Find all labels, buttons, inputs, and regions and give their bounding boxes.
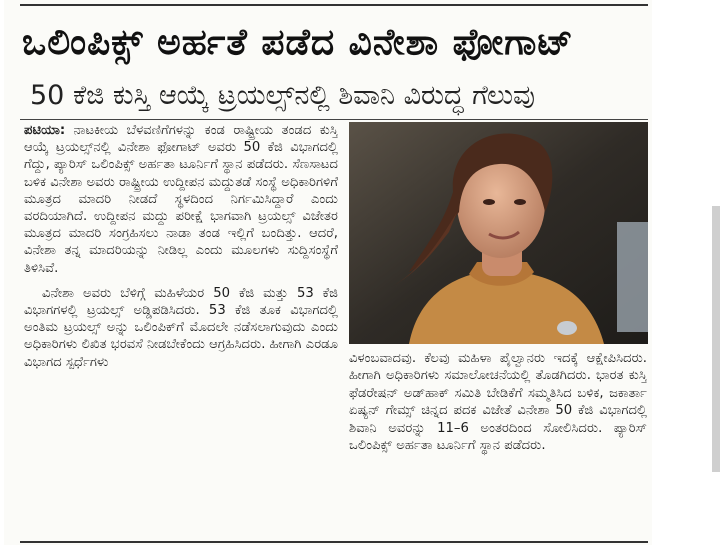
- right-column: ವಿಳಂಬವಾದವು. ಕೆಲವು ಮಹಿಳಾ ಪೈಲ್ವಾನರು ಇದಕ್ಕೆ ಆಕ್ಷೇಪಿಸಿದರು. ಹೀಗಾಗಿ ಅಧಿಕಾರಿಗಳು ಸಮಾಲೋಚನೆಯಲ್ಲಿ ತೊಡಗಿದರು. ಭಾರತ ಕುಸ್ತಿ ಫೆಡರೇಷನ್ ಅಡ್‌ಹಾಕ್ ಸಮಿತಿ ಬೇಡಿಕೆಗೆ ಸಮ್ಮತಿಸಿದ ಬಳಿಕ, ಜಕಾರ್ತಾ ಏಷ್ಯನ್ ಗೇಮ್ಸ್ ಚಿನ್ನದ ಪದಕ ವಿಜೇತೆ ವಿನೇಶಾ 50 ಕೆಜಿ ವಿಭಾಗದಲ್ಲಿ ಶಿವಾನಿ ಅವರನ್ನು 11–6 ಅಂತರದಿಂದ ಸೋಲಿಸಿದರು. ಪ್ಯಾರಿಸ್ ಒಲಿಂಪಿಕ್ಸ್ ಅರ್ಹತಾ ಟೂರ್ನಿಗೆ ಸ್ಥಾನ ಪಡೆದರು.: [349, 351, 647, 454]
- headline-divider: [20, 119, 648, 120]
- paragraph-2: ವಿನೇಶಾ ಅವರು ಬೆಳಿಗ್ಗೆ ಮಹಿಳೆಯರ 50 ಕೆಜಿ ಮತ್ತು 53 ಕೆಜಿ ವಿಭಾಗಗಳಲ್ಲಿ ಟ್ರಯಲ್ಸ್ ಅಡ್ಡಿಪಡಿಸಿದರು. 53 ಕೆಜಿ ತೂಕ ವಿಭಾಗದಲ್ಲಿ ಅಂತಿಮ ಟ್ರಯಲ್ಸ್ ಅನ್ನು ಒಲಿಂಪಿಕ್‌ಗೆ ಮೊದಲೇ ನಡೆಸಲಾಗುವುದು ಎಂದು ಅಧಿಕಾರಿಗಳು ಲಿಖಿತ ಭರವಸೆ ನೀಡಬೇಕೆಂದು ಆಗ್ರಹಿಸಿದರು. ಹೀಗಾಗಿ ಎರಡೂ ವಿಭಾಗದ ಸ್ಪರ್ಧೆಗಳು: [24, 285, 338, 370]
- headline: ಒಲಿಂಪಿಕ್ಸ್ ಅರ್ಹತೆ ಪಡೆದ ವಿನೇಶಾ ಫೋಗಾಟ್: [22, 22, 574, 63]
- news-photo: [349, 122, 648, 344]
- bottom-rule: [20, 541, 648, 543]
- subheadline: 50 ಕೆಜಿ ಕುಸ್ತಿ ಆಯ್ಕೆ ಟ್ರಯಲ್ಸ್‌ನಲ್ಲಿ ಶಿವಾನಿ ವಿರುದ್ಧ ಗೆಲುವು: [30, 80, 536, 111]
- wrestler-photo-illustration: [349, 122, 648, 344]
- left-column: [24, 122, 338, 532]
- scrollbar-track: [712, 206, 720, 472]
- paragraph-1-text: ನಾಟಕೀಯ ಬೆಳವಣಿಗೆಗಳನ್ನು ಕಂಡ ರಾಷ್ಟ್ರೀಯ ತಂಡದ ಕುಸ್ತಿ ಆಯ್ಕೆ ಟ್ರಯಲ್ಸ್‌ನಲ್ಲಿ ವಿನೇಶಾ ಫೋಗಾಟ್ ಅವರು 50 ಕೆಜಿ ವಿಭಾಗದಲ್ಲಿ ಗೆದ್ದು, ಪ್ಯಾರಿಸ್ ಒಲಿಂಪಿಕ್ಸ್ ಅರ್ಹತಾ ಟೂರ್ನಿಗೆ ಸ್ಥಾನ ಪಡೆದರು. ಸೆಣಸಾಟದ ಬಳಿಕ ವಿನೇಶಾ ಅವರು ರಾಷ್ಟ್ರೀಯ ಉದ್ದೀಪನ ಮದ್ದುತಡೆ ಸಂಸ್ಥೆ ಅಧಿಕಾರಿಗಳಿಗೆ ಮೂತ್ರದ ಮಾದರಿ ನೀಡದೆ ಸ್ಥಳದಿಂದ ನಿರ್ಗಮಿಸಿದ್ದಾರೆ ಎಂದು ವರದಿಯಾಗಿದೆ. ಉದ್ದೀಪನ ಮದ್ದು ಪರೀಕ್ಷೆ ಭಾಗವಾಗಿ ಟ್ರಯಲ್ಸ್ ವಿಜೇತರ ಮೂತ್ರದ ಮಾದರಿ ಸಂಗ್ರಹಿಸಲು ನಾಡಾ ತಂಡ ಇಲ್ಲಿಗೆ ಬಂದಿತ್ತು. ಆದರೆ, ವಿನೇಶಾ ತನ್ನ ಮಾದರಿಯನ್ನು ನೀಡಿಲ್ಲ ಎಂದು ಮೂಲಗಳು ಸುದ್ದಿಸಂಸ್ಥೆಗೆ ತಿಳಿಸಿವೆ.: [24, 123, 338, 276]
- top-rule: [20, 4, 648, 6]
- paragraph-1: [24, 122, 338, 277]
- dateline: ಪಟಿಯಾ:: [24, 123, 66, 138]
